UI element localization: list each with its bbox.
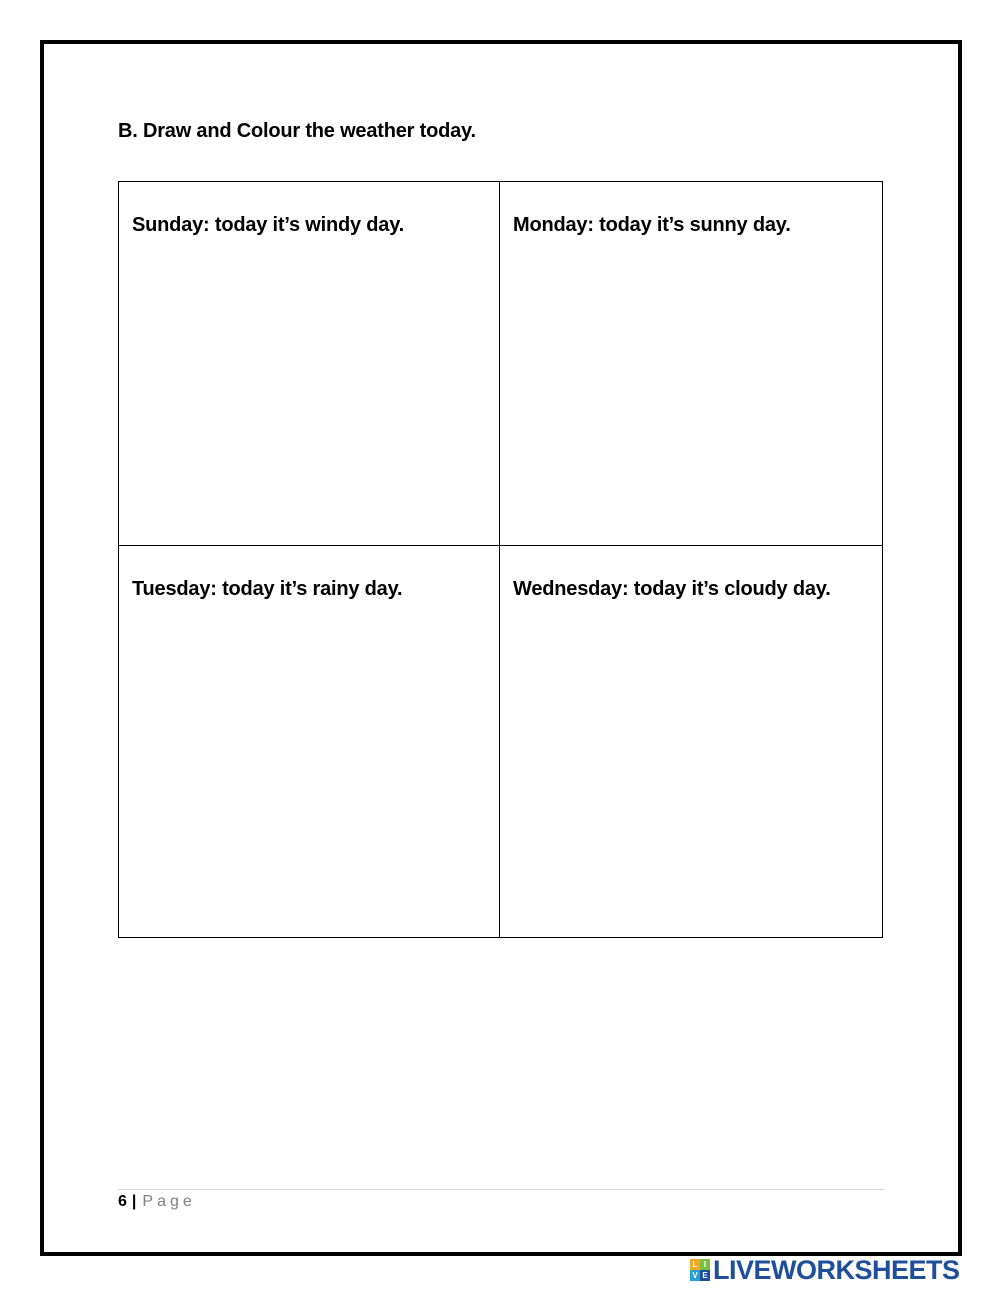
drawing-cell-wednesday[interactable] [500,546,882,937]
cell-label-wednesday: Wednesday: today it’s cloudy day. [513,578,831,600]
page-word: Page [142,1193,196,1210]
logo-square-v: V [690,1270,700,1281]
page-footer [118,1193,196,1211]
instruction-heading: B. Draw and Colour the weather today. [118,120,476,142]
footer-divider [118,1189,885,1190]
logo-square-i: I [700,1259,710,1270]
liveworksheets-wordmark: LIVEWORKSHEETS [713,1255,960,1285]
drawing-cell-tuesday[interactable] [119,546,500,937]
liveworksheets-logo [690,1256,960,1284]
drawing-cell-sunday[interactable] [119,182,500,546]
cell-label-tuesday: Tuesday: today it’s rainy day. [132,578,403,600]
liveworksheets-icon [690,1259,710,1281]
page-number: 6 [118,1193,127,1210]
weather-drawing-grid [118,181,883,938]
cell-label-sunday: Sunday: today it’s windy day. [132,214,405,236]
footer-separator: | [131,1193,137,1210]
logo-square-l: L [690,1259,700,1270]
drawing-cell-monday[interactable] [500,182,882,546]
cell-label-monday: Monday: today it’s sunny day. [513,214,791,236]
logo-square-e: E [700,1270,710,1281]
